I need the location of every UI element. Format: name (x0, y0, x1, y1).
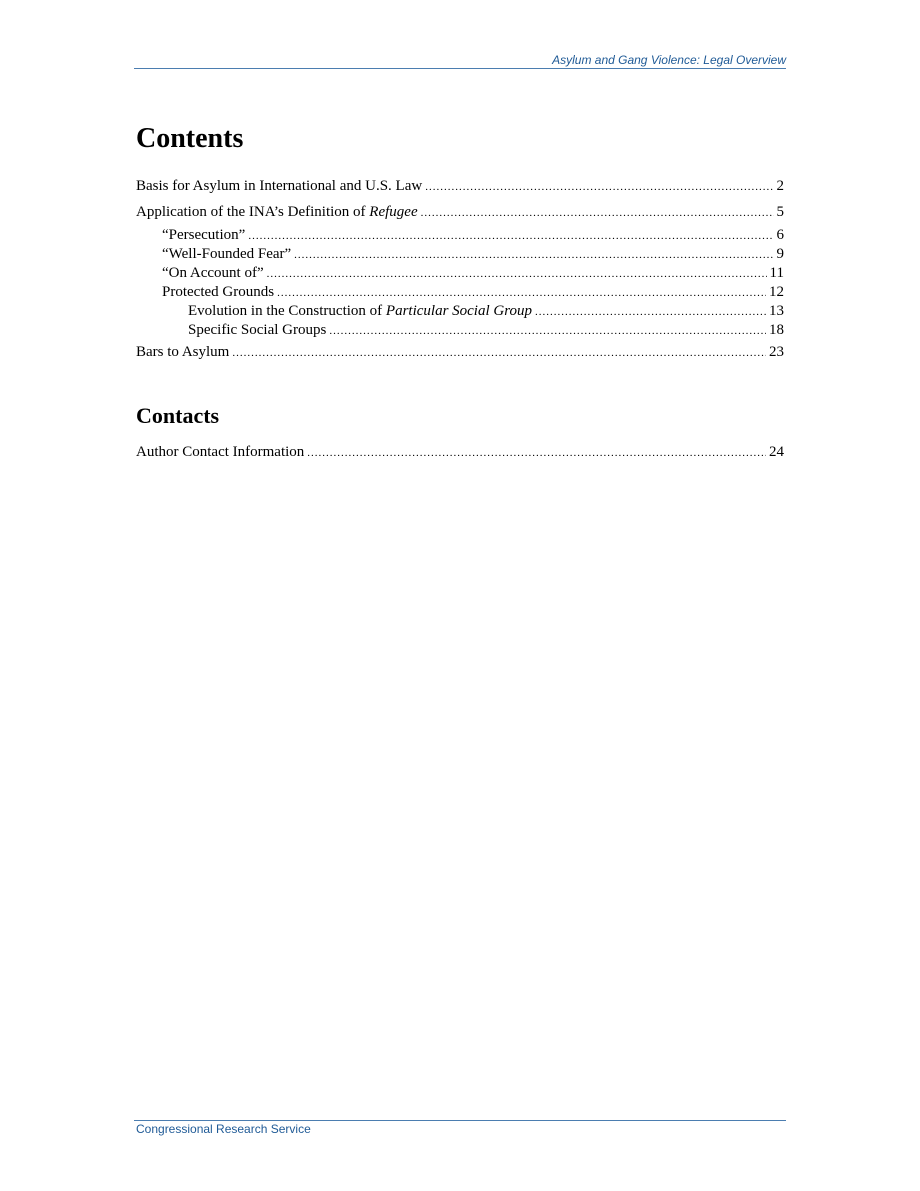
contacts-heading: Contacts (136, 403, 220, 428)
toc-entry-label: Author Contact Information (136, 444, 305, 460)
toc-page-number: 5 (776, 204, 784, 220)
toc-leader-dots (248, 227, 773, 245)
footer-publisher: Congressional Research Service (136, 1122, 311, 1136)
toc-entry-persecution[interactable] (162, 226, 784, 244)
toc-page-number: 23 (769, 344, 784, 360)
toc-entry-specific-social-groups[interactable] (188, 321, 784, 339)
toc-entry-label: “On Account of” (162, 265, 264, 281)
toc-entry-label: Application of the INA’s Definition of Refugee (136, 204, 418, 220)
toc-entry-author-contact-information[interactable] (136, 443, 784, 461)
toc-leader-dots (277, 284, 766, 302)
toc-page-number: 13 (769, 303, 784, 319)
toc-entry-application-ina-definition[interactable] (136, 203, 784, 221)
toc-leader-dots (425, 178, 773, 196)
toc-page-number: 9 (776, 246, 784, 262)
toc-entry-label: Protected Grounds (162, 284, 275, 300)
header-rule (134, 68, 786, 69)
toc-entry-label: “Well-Founded Fear” (162, 246, 292, 262)
toc-entry-protected-grounds[interactable] (162, 283, 784, 301)
toc-page-number: 24 (769, 444, 784, 460)
toc-entry-label: Specific Social Groups (188, 322, 327, 338)
toc-leader-dots (232, 344, 766, 362)
contents-heading: Contents (136, 123, 244, 154)
toc-page-number: 11 (769, 265, 784, 281)
toc-page-number: 6 (776, 227, 784, 243)
toc-leader-dots (421, 204, 774, 222)
toc-entry-well-founded-fear[interactable] (162, 245, 784, 263)
toc-entry-label: “Persecution” (162, 227, 246, 243)
toc-page-number: 18 (769, 322, 784, 338)
toc-entry-evolution-particular-social-group[interactable] (188, 302, 784, 320)
toc-leader-dots (307, 444, 766, 462)
toc-leader-dots (329, 322, 766, 340)
toc-entry-label: Evolution in the Construction of Particular Social Group (188, 303, 533, 319)
toc-leader-dots (267, 265, 767, 283)
toc-entry-bars-to-asylum[interactable] (136, 343, 784, 361)
toc-page-number: 12 (769, 284, 784, 300)
toc-page-number: 2 (776, 178, 784, 194)
toc-entry-label: Bars to Asylum (136, 344, 230, 360)
toc-entry-on-account-of[interactable] (162, 264, 784, 282)
toc-entry-basis-for-asylum[interactable] (136, 177, 784, 195)
running-header: Asylum and Gang Violence: Legal Overview (552, 53, 786, 67)
toc-leader-dots (294, 246, 773, 264)
footer-rule (134, 1120, 786, 1121)
toc-entry-label: Basis for Asylum in International and U.S. Law (136, 178, 423, 194)
toc-leader-dots (535, 303, 766, 321)
